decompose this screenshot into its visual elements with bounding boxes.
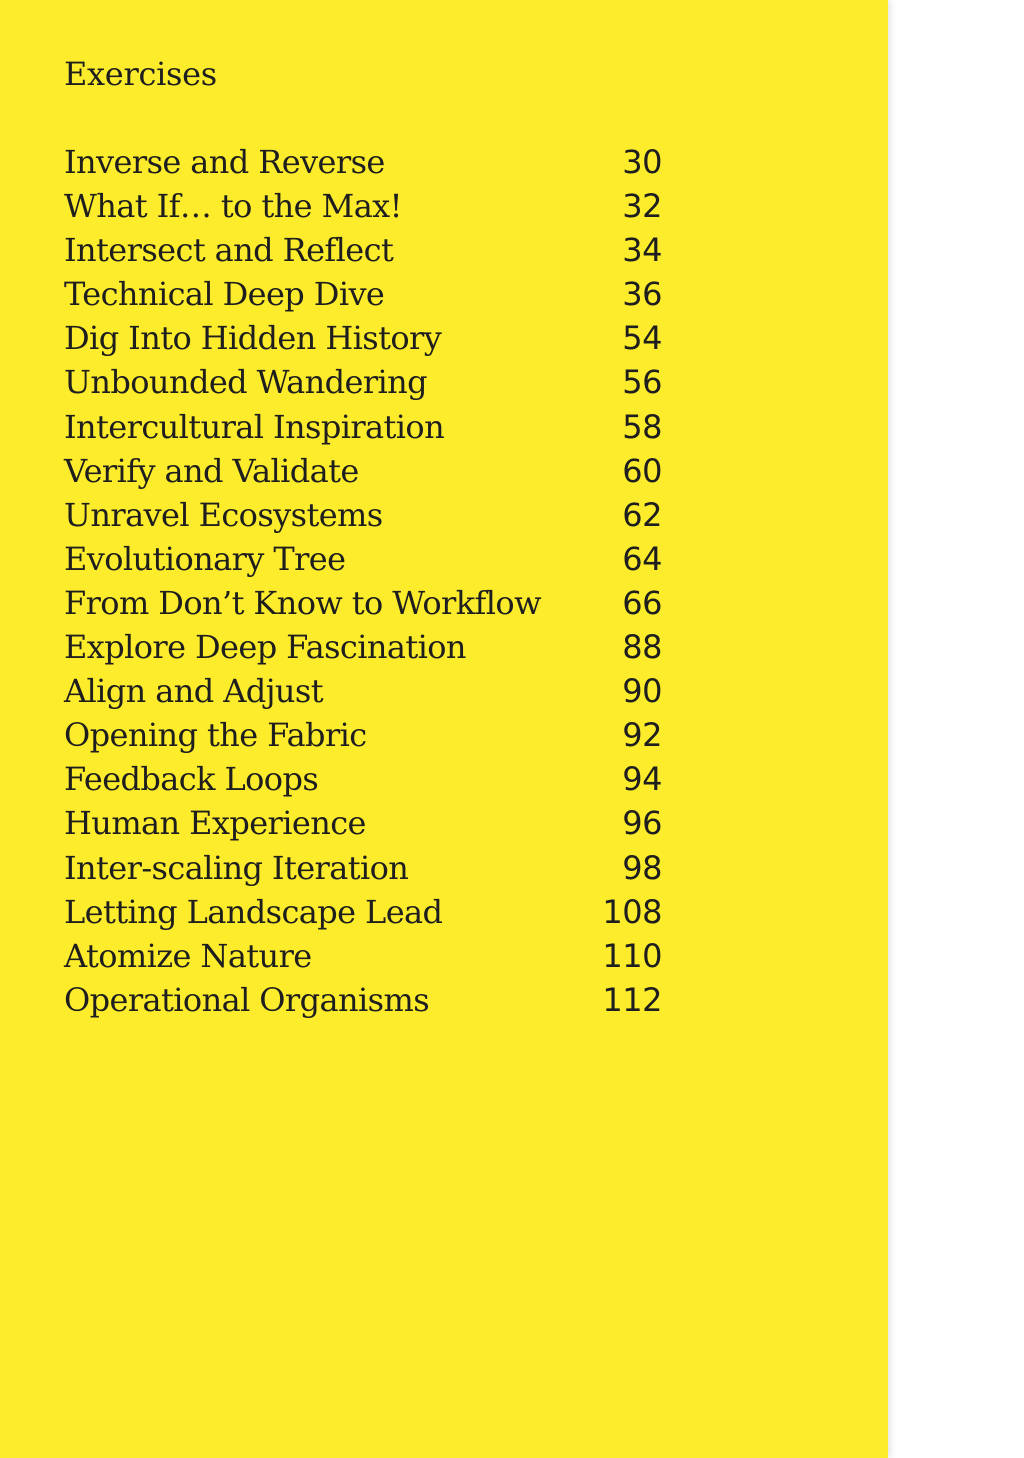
toc-entry[interactable] bbox=[64, 493, 662, 537]
toc-entry-title: Letting Landscape Lead bbox=[64, 892, 443, 931]
toc-entry-page-number: 92 bbox=[622, 716, 662, 755]
toc-entry-page-number: 94 bbox=[622, 760, 662, 799]
toc-entry-title: Verify and Validate bbox=[64, 451, 359, 490]
toc-entry-page-number: 90 bbox=[622, 672, 662, 711]
toc-entry[interactable] bbox=[64, 757, 662, 801]
toc-entry-title: Opening the Fabric bbox=[64, 716, 367, 755]
toc-entry-page-number: 30 bbox=[622, 143, 662, 181]
toc-entry-page-number: 66 bbox=[622, 583, 662, 622]
toc-entry-page-number: 32 bbox=[622, 187, 662, 226]
toc-entry-title: Inter-scaling Iteration bbox=[64, 848, 409, 887]
toc-entry-title: What If… to the Max! bbox=[64, 187, 402, 226]
toc-entry-title: Atomize Nature bbox=[64, 936, 312, 975]
toc-entry-title: Operational Organisms bbox=[64, 980, 430, 1019]
toc-entry-page-number: 36 bbox=[622, 275, 662, 314]
toc-entry[interactable] bbox=[64, 625, 662, 669]
toc-entry[interactable] bbox=[64, 316, 662, 360]
toc-entry-title: Technical Deep Dive bbox=[64, 275, 385, 314]
toc-entry[interactable] bbox=[64, 537, 662, 581]
toc-entry-title: From Don’t Know to Workflow bbox=[64, 583, 541, 622]
section-heading: Exercises bbox=[64, 55, 217, 93]
toc-entry-page-number: 62 bbox=[622, 495, 662, 534]
toc-entry-page-number: 110 bbox=[602, 936, 662, 975]
toc-entry[interactable] bbox=[64, 890, 662, 934]
toc-entry[interactable] bbox=[64, 801, 662, 845]
toc-entry[interactable] bbox=[64, 713, 662, 757]
toc-entry[interactable] bbox=[64, 934, 662, 978]
toc-entry-page-number: 64 bbox=[622, 539, 662, 578]
toc-entry[interactable] bbox=[64, 449, 662, 493]
toc-entry-title: Dig Into Hidden History bbox=[64, 319, 442, 358]
toc-entry[interactable] bbox=[64, 846, 662, 890]
toc-entry-page-number: 108 bbox=[602, 892, 662, 931]
toc-entry[interactable] bbox=[64, 184, 662, 228]
toc-entry-page-number: 112 bbox=[602, 980, 662, 1019]
toc-entry-title: Inverse and Reverse bbox=[64, 143, 385, 181]
toc-entry-title: Unbounded Wandering bbox=[64, 363, 428, 402]
toc-entry-title: Align and Adjust bbox=[64, 672, 323, 711]
toc-entry-page-number: 98 bbox=[622, 848, 662, 887]
toc-entry[interactable] bbox=[64, 272, 662, 316]
toc-entry-title: Evolutionary Tree bbox=[64, 539, 346, 578]
toc-entry[interactable] bbox=[64, 669, 662, 713]
toc-entry[interactable] bbox=[64, 228, 662, 272]
toc-entry[interactable] bbox=[64, 581, 662, 625]
toc-entry[interactable] bbox=[64, 405, 662, 449]
toc-entry-page-number: 96 bbox=[622, 804, 662, 843]
toc-entry-title: Feedback Loops bbox=[64, 760, 319, 799]
toc-entry-title: Intersect and Reflect bbox=[64, 231, 394, 270]
toc-entry[interactable] bbox=[64, 360, 662, 404]
toc-entry-page-number: 56 bbox=[622, 363, 662, 402]
toc-entry-title: Human Experience bbox=[64, 804, 366, 843]
toc-entry-page-number: 54 bbox=[622, 319, 662, 358]
toc-entry-page-number: 60 bbox=[622, 451, 662, 490]
toc-entry-page-number: 58 bbox=[622, 407, 662, 446]
toc-entry[interactable] bbox=[64, 978, 662, 1022]
toc-entry[interactable] bbox=[64, 140, 662, 184]
toc-entry-page-number: 88 bbox=[622, 628, 662, 667]
toc-entry-title: Unravel Ecosystems bbox=[64, 495, 383, 534]
toc-list bbox=[64, 140, 662, 1022]
toc-entry-page-number: 34 bbox=[622, 231, 662, 270]
toc-entry-title: Intercultural Inspiration bbox=[64, 407, 445, 446]
toc-entry-title: Explore Deep Fascination bbox=[64, 628, 466, 667]
